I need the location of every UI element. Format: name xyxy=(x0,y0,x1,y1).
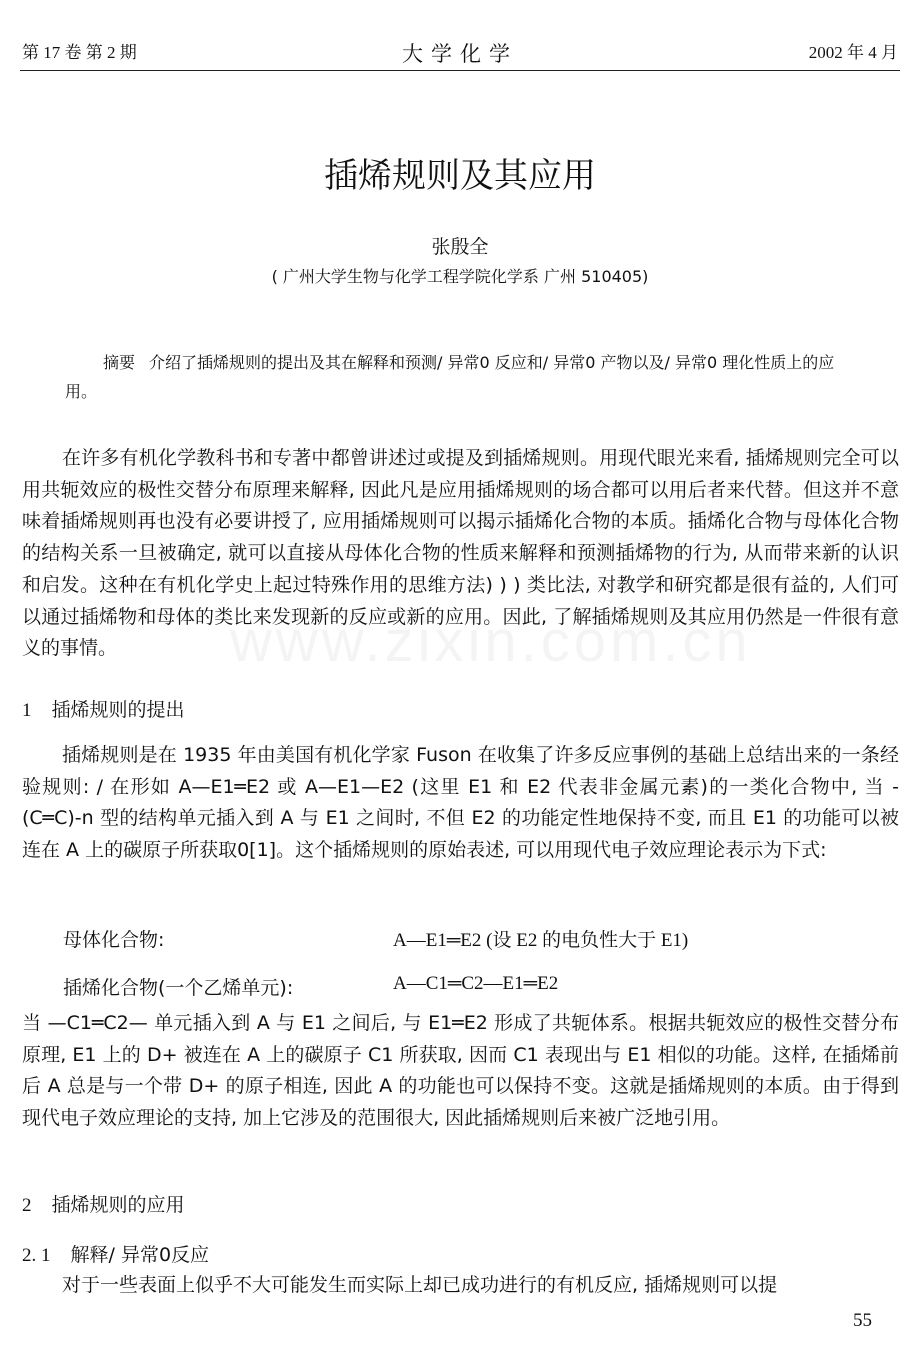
section-1-paragraph-2: 当 —C1═C2— 单元插入到 A 与 E1 之间后, 与 E1═E2 形成了共轭体系。根据共轭效应的极性交替分布原理, E1 上的 D+ 被连在 A 上的碳原子 C1 所获取, 因而 C1 表现出与 E1 相似的功能。这样, 在插烯前后 A 总是与一个带 D+ 的原子相连, 因此 A 的功能也可以保持不变。这就是插烯规则的本质。由于得到现代电子效应理论的支持, 加上它涉及的范围很大, 因此插烯规则后来被广泛地引用。 xyxy=(22,1012,899,1130)
section-2-number: 2 xyxy=(22,1195,32,1216)
publication-date: 2002 年 4 月 xyxy=(808,43,898,62)
journal-volume-issue: 第 17 卷 第 2 期 xyxy=(22,43,137,62)
abstract-text: 介绍了插烯规则的提出及其在解释和预测/ 异常0 反应和/ 异常0 产物以及/ 异常0 理化性质上的应用。 xyxy=(65,353,835,401)
page-number: 55 xyxy=(853,1310,872,1331)
abstract xyxy=(65,348,865,406)
vinylog-compound-label: 插烯化合物(一个乙烯单元): xyxy=(63,977,294,999)
section-1-paragraph: 插烯规则是在 1935 年由美国有机化学家 Fuson 在收集了许多反应事例的基础上总结出来的一条经验规则: / 在形如 A—E1═E2 或 A—E1—E2 (这里 E1 和 E2 代表非金属元素)的一类化合物中, 当 -(C═C)-n 型的结构单元插入到 A 与 E1 之间时, 不但 E2 的功能定性地保持不变, 而且 E1 的功能可以被连在 A 上的碳原子所获取0[1]。这个插烯规则的原始表述, 可以用现代电子效应理论表示为下式: xyxy=(22,744,899,862)
section-2-1-paragraph: 对于一些表面上似乎不大可能发生而实际上却已成功进行的有机反应, 插烯规则可以提 xyxy=(62,1274,778,1296)
parent-compound-label: 母体化合物: xyxy=(63,929,165,951)
author-name: 张殷全 xyxy=(431,236,489,258)
abstract-label: 摘要 xyxy=(103,353,136,372)
section-2-1-number: 2. 1 xyxy=(22,1245,51,1266)
section-1-number: 1 xyxy=(22,700,32,721)
section-1-heading xyxy=(22,695,185,722)
section-2-heading xyxy=(22,1190,185,1217)
journal-name: 大学化学 xyxy=(402,42,518,66)
author-affiliation: ( 广州大学生物与化学工程学院化学系 广州 510405) xyxy=(271,267,649,286)
parent-compound-formula: A—E1═E2 (设 E2 的电负性大于 E1) xyxy=(393,930,689,951)
intro-paragraph: 在许多有机化学教科书和专著中都曾讲述过或提及到插烯规则。用现代眼光来看, 插烯规则完全可以用共轭效应的极性交替分布原理来解释, 因此凡是应用插烯规则的场合都可以用后者来代替。但这并不意味着插烯规则再也没有必要讲授了, 应用插烯规则可以揭示插烯化合物的本质。插烯化合物与母体化合物的结构关系一旦被确定, 就可以直接从母体化合物的性质来解释和预测插烯物的行为, 从而带来新的认识和启发。这种在有机化学史上起过特殊作用的思维方法) ) ) 类比法, 对教学和研究都是很有益的, 人们可以通过插烯物和母体的类比来发现新的反应或新的应用。因此, 了解插烯规则及其应用仍然是一件很有意义的事情。 xyxy=(22,447,899,660)
section-2-1-title: 解释/ 异常0反应 xyxy=(70,1244,210,1266)
section-2-title: 插烯规则的应用 xyxy=(51,1194,185,1216)
article-title: 插烯规则及其应用 xyxy=(324,156,596,196)
header-rule xyxy=(20,70,900,71)
section-2-1-heading xyxy=(22,1240,209,1267)
section-1-title: 插烯规则的提出 xyxy=(51,699,185,721)
vinylog-compound-formula: A—C1═C2—E1═E2 xyxy=(393,973,559,994)
